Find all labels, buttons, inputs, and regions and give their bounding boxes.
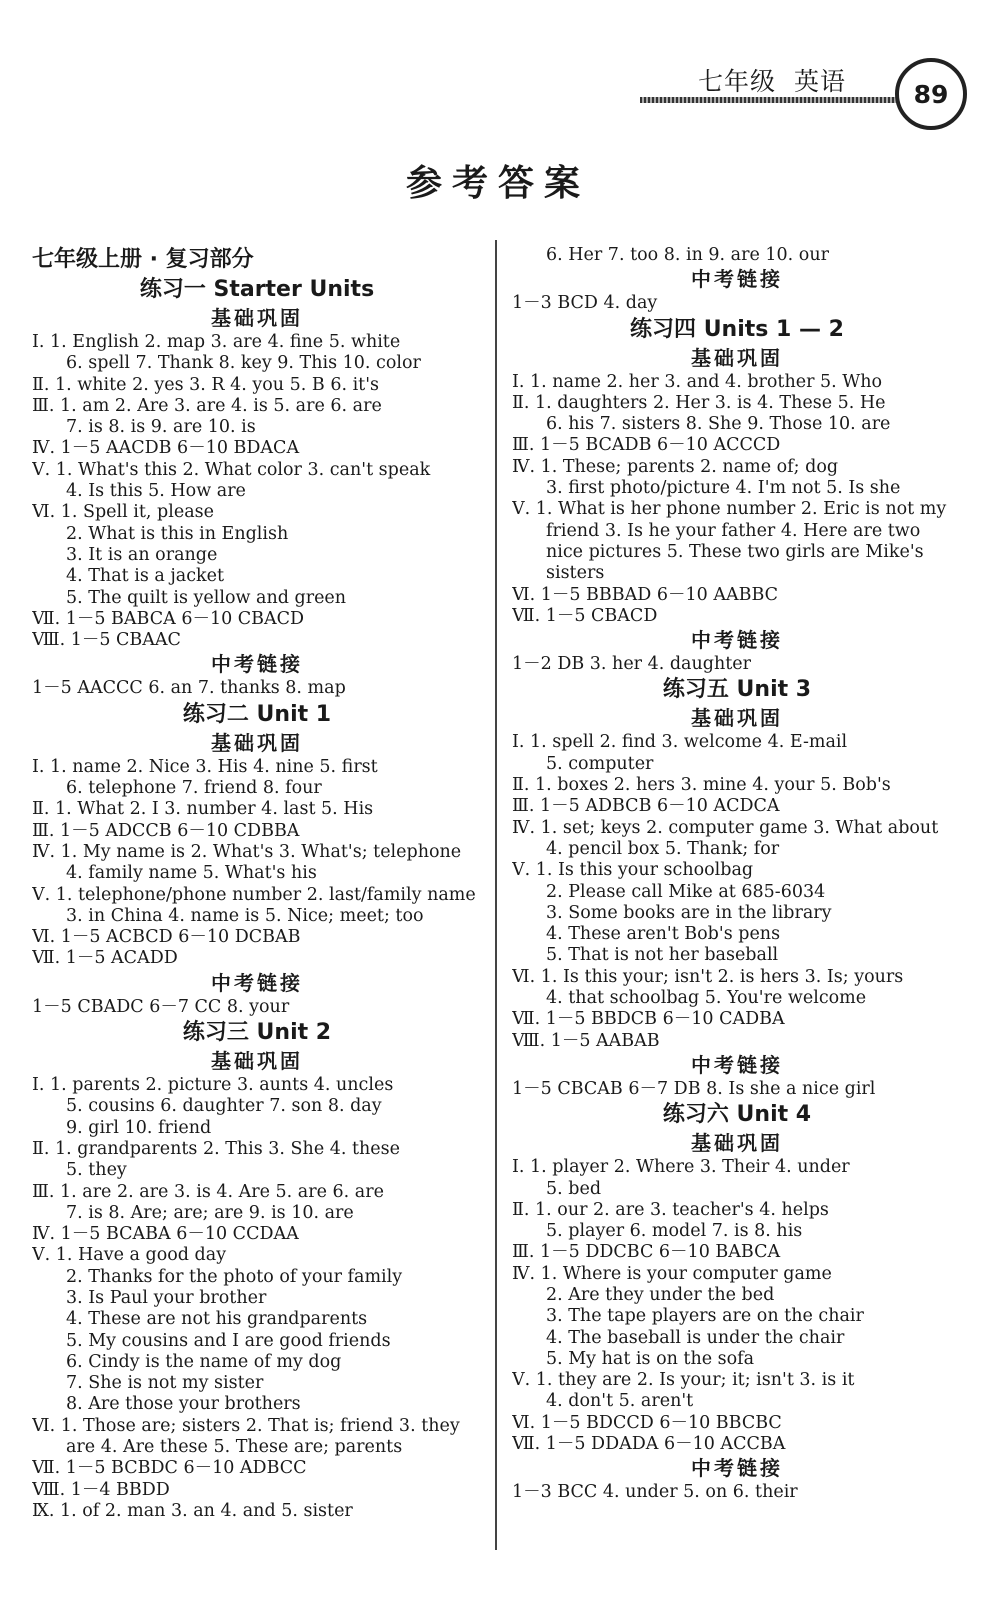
answer-line: Ⅰ. 1. player 2. Where 3. Their 4. under [512,1157,850,1178]
answer-line: Ⅵ. 1－5 BDCCD 6－10 BBCBC [512,1412,782,1433]
subsection-heading: 中考链接 [691,1456,783,1481]
exercise-heading: 练习一 Starter Units [139,277,375,302]
answer-line: 4. That is a jacket [66,566,225,587]
answer-line: 2. Are they under the bed [546,1284,775,1305]
answer-line: Ⅵ. 1. Those are; sisters 2. That is; friend 3. they [32,1415,460,1436]
answer-line: Ⅳ. 1－5 AACDB 6－10 BDACA [32,438,300,459]
answer-line: 1－5 AACCC 6. an 7. thanks 8. map [32,678,346,699]
answer-line: 4. The baseball is under the chair [546,1327,845,1348]
answer-line: Ⅶ. 1－5 BABCA 6－10 CBACD [32,608,305,629]
answer-line: 3. The tape players are on the chair [546,1306,864,1327]
answer-line: Ⅵ. 1－5 ACBCD 6－10 DCBAB [32,927,301,948]
subsection-heading: 中考链接 [211,970,303,995]
answer-line: Ⅴ. 1. What's this 2. What color 3. can't speak [32,459,431,480]
answer-line: Ⅶ. 1－5 ACADD [32,948,178,969]
subsection-heading: 基础巩固 [211,306,303,330]
answer-line: Ⅲ. 1－5 DDCBC 6－10 BABCA [512,1242,781,1263]
answer-line: 6. spell 7. Thank 8. key 9. This 10. color [66,353,421,374]
answer-line: 6. Cindy is the name of my dog [66,1351,342,1372]
answer-line: Ⅰ. 1. parents 2. picture 3. aunts 4. uncles [32,1075,394,1096]
answer-line: Ⅴ. 1. they are 2. Is your; it; isn't 3. is it [512,1370,855,1391]
answer-line: 5. That is not her baseball [546,945,779,966]
exercise-heading: 练习二 Unit 1 [182,701,332,727]
answer-line: 4. pencil box 5. Thank; for [546,838,780,859]
answer-line: 6. telephone 7. friend 8. four [66,778,322,799]
subsection-heading: 基础巩固 [211,730,303,755]
answer-line: Ⅲ. 1. am 2. Are 3. are 4. is 5. are 6. are [32,395,382,416]
answer-line: Ⅸ. 1. of 2. man 3. an 4. and 5. sister [32,1500,353,1521]
answer-line: 4. that schoolbag 5. You're welcome [546,988,867,1009]
answer-line: 4. don't 5. aren't [546,1391,694,1412]
answer-line: 7. is 8. Are; are; are 9. is 10. are [66,1202,354,1223]
answer-line: Ⅱ. 1. daughters 2. Her 3. is 4. These 5. He [512,392,886,413]
answer-line: Ⅶ. 1－5 BBDCB 6－10 CADBA [512,1009,785,1030]
answer-line: 4. Is this 5. How are [66,481,246,502]
answer-line: Ⅰ. 1. spell 2. find 3. welcome 4. E-mail [512,732,848,753]
page-number: 89 [913,79,949,109]
answer-line: 2. Thanks for the photo of your family [66,1266,403,1287]
answer-line: Ⅵ. 1. Spell it, please [32,502,214,523]
answer-line: Ⅱ. 1. white 2. yes 3. R 4. you 5. B 6. it's [32,374,380,395]
answer-line: Ⅳ. 1. My name is 2. What's 3. What's; telephone [32,841,462,862]
answer-line: 5. My cousins and I are good friends [66,1330,391,1351]
answer-line: Ⅴ. 1. Have a good day [32,1245,227,1266]
exercise-heading: 练习三 Unit 2 [182,1020,332,1046]
answer-line: 5. they [66,1160,127,1181]
answer-line: Ⅳ. 1. set; keys 2. computer game 3. What about [512,817,939,838]
answer-line: 3. Some books are in the library [546,902,832,923]
answer-line: Ⅳ. 1. These; parents 2. name of; dog [512,456,839,477]
subsection-heading: 中考链接 [211,652,303,677]
answer-line: Ⅵ. 1. Is this your; isn't 2. is hers 3. Is; yours [512,966,904,987]
answer-line: Ⅱ. 1. grandparents 2. This 3. She 4. these [32,1138,400,1159]
answer-line: Ⅴ. 1. telephone/phone number 2. last/family name [32,884,476,905]
answer-line: friend 3. Is he your father 4. Here are two [546,520,921,541]
answer-line: Ⅴ. 1. What is her phone number 2. Eric is not my [512,499,947,520]
answer-line: 2. What is this in English [66,523,289,544]
answer-line: Ⅶ. 1－5 DDADA 6－10 ACCBA [512,1434,786,1455]
answer-line: Ⅷ. 1－5 AABAB [512,1030,660,1051]
subsection-heading: 基础巩固 [691,1131,783,1156]
answer-line: Ⅲ. 1－5 ADCCB 6－10 CDBBA [32,820,300,841]
subsection-heading: 基础巩固 [691,706,783,731]
answer-line: sisters [546,563,605,584]
answer-line: 7. She is not my sister [66,1373,264,1394]
header-grade-subject [680,62,846,98]
subsection-heading: 基础巩固 [691,345,783,370]
answer-line: Ⅰ. 1. English 2. map 3. are 4. fine 5. white [32,332,401,352]
answer-line: Ⅳ. 1－5 BCABA 6－10 CCDAA [32,1224,299,1245]
answer-line: 4. These aren't Bob's pens [546,924,781,945]
exercise-heading: 练习五 Unit 3 [662,677,812,703]
answer-line: Ⅴ. 1. Is this your schoolbag [512,860,754,881]
answer-line: Ⅲ. 1. are 2. are 3. is 4. Are 5. are 6. are [32,1181,384,1202]
answer-line: Ⅲ. 1－5 BCADB 6－10 ACCCD [512,435,781,456]
answer-line: Ⅰ. 1. name 2. Nice 3. His 4. nine 5. first [32,756,378,777]
answer-line: 5. computer [546,753,654,774]
answer-line: 1－5 CBCAB 6－7 DB 8. Is she a nice girl [512,1078,876,1099]
exercise-heading: 练习六 Unit 4 [662,1102,812,1128]
answer-line: 4. These are not his grandparents [66,1309,368,1330]
answer-line: 8. Are those your brothers [66,1394,301,1415]
answer-line: Ⅳ. 1. Where is your computer game [512,1263,832,1284]
subsection-heading: 基础巩固 [211,1049,303,1074]
header-subject: 英语 [793,67,846,96]
subsection-heading: 中考链接 [691,267,783,292]
answer-line: 4. family name 5. What's his [66,863,317,884]
section-heading: 七年级上册 · 复习部分 [32,247,254,272]
answer-line: Ⅱ. 1. boxes 2. hers 3. mine 4. your 5. Bob's [512,775,891,796]
answer-line: 7. is 8. is 9. are 10. is [66,417,256,438]
answer-line: 2. Please call Mike at 685-6034 [546,881,826,902]
answer-line: 6. Her 7. too 8. in 9. are 10. our [546,245,829,265]
column-divider [495,240,497,1550]
header-grade: 七年级 [697,67,776,96]
answer-line: 3. It is an orange [66,544,218,565]
answer-line: 1－3 BCD 4. day [512,293,658,314]
page-number-badge [895,58,967,130]
answer-line: 5. My hat is on the sofa [546,1348,755,1369]
answer-line: 3. in China 4. name is 5. Nice; meet; too [66,905,424,926]
answer-line: Ⅷ. 1－4 BBDD [32,1479,170,1500]
page-header [0,0,996,140]
answer-line: 5. cousins 6. daughter 7. son 8. day [66,1096,382,1117]
subsection-heading: 中考链接 [691,1052,783,1077]
page-title: 参考答案 [405,163,590,204]
answer-line: 9. girl 10. friend [66,1117,212,1138]
answer-line: are 4. Are these 5. These are; parents [66,1437,403,1458]
answer-line: nice pictures 5. These two girls are Mike's [546,541,924,562]
answer-line: 3. first photo/picture 4. I'm not 5. Is she [546,478,901,499]
answer-line: Ⅶ. 1－5 CBACD [512,605,658,626]
answer-line: Ⅱ. 1. our 2. are 3. teacher's 4. helps [512,1199,829,1220]
answer-line: Ⅲ. 1－5 ADBCB 6－10 ACDCA [512,796,780,817]
answer-line: 5. bed [546,1178,602,1199]
answer-line: 1－5 CBADC 6－7 CC 8. your [32,996,290,1017]
answer-line: 5. The quilt is yellow and green [66,587,347,608]
answer-line: Ⅵ. 1－5 BBBAD 6－10 AABBC [512,584,779,605]
subsection-heading: 中考链接 [691,628,783,653]
answer-line: Ⅶ. 1－5 BCBDC 6－10 ADBCC [32,1458,307,1479]
answer-line: 5. player 6. model 7. is 8. his [546,1221,803,1242]
answer-line: 3. Is Paul your brother [66,1287,267,1308]
right-column [512,245,962,1504]
answer-line: 1－2 DB 3. her 4. daughter [512,654,751,675]
answer-line: 6. his 7. sisters 8. She 9. Those 10. are [546,414,891,435]
answer-line: 1－3 BCC 4. under 5. on 6. their [512,1482,798,1503]
answer-line: Ⅰ. 1. name 2. her 3. and 4. brother 5. Who [512,371,883,392]
answer-line: Ⅱ. 1. What 2. I 3. number 4. last 5. His [32,799,374,820]
left-column [32,245,482,1522]
exercise-heading: 练习四 Units 1 — 2 [630,316,844,342]
answer-line: Ⅷ. 1－5 CBAAC [32,630,181,651]
